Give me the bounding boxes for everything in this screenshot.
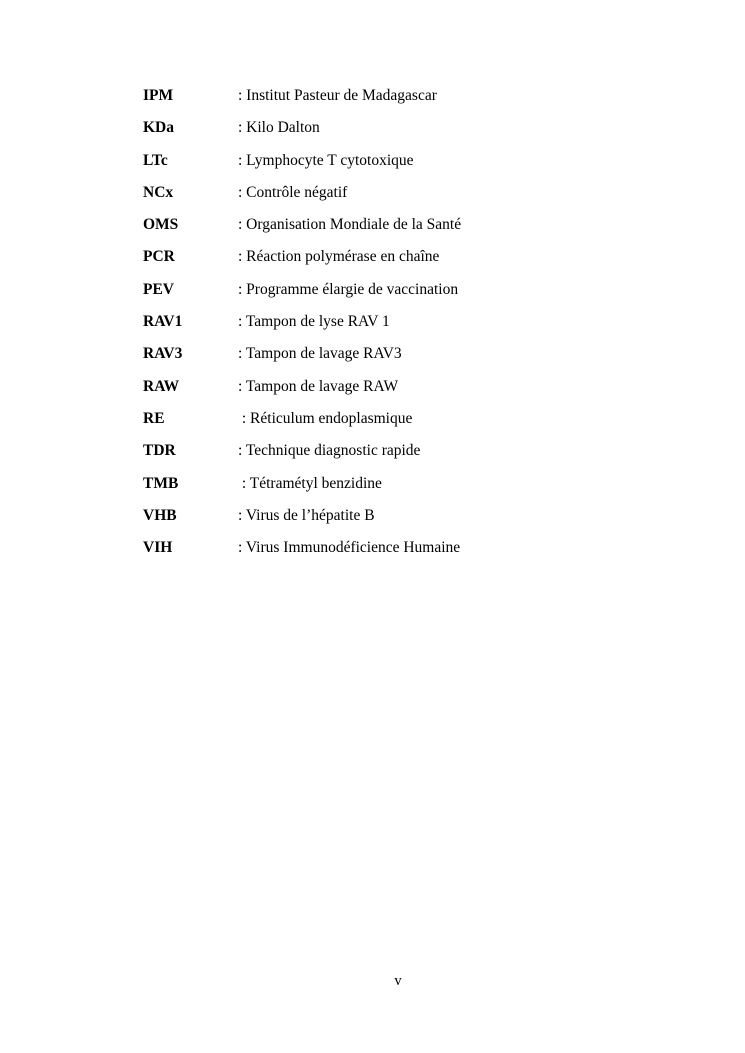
abbreviation-row xyxy=(143,118,653,150)
abbreviation-definition: : Virus Immunodéficience Humaine xyxy=(238,539,461,557)
abbreviation-row xyxy=(143,441,653,473)
abbreviation-term: RAW xyxy=(143,377,180,395)
abbreviation-definition: : Technique diagnostic rapide xyxy=(238,442,421,460)
abbreviation-definition: : Kilo Dalton xyxy=(238,119,320,137)
abbreviation-definition: : Institut Pasteur de Madagascar xyxy=(238,87,437,104)
abbreviation-row xyxy=(143,312,653,344)
abbreviation-definition: : Organisation Mondiale de la Santé xyxy=(238,216,462,234)
abbreviation-term: RAV1 xyxy=(143,313,183,331)
abbreviation-definition: : Tétramétyl benzidine xyxy=(238,474,382,492)
abbreviation-row xyxy=(143,506,653,538)
abbreviation-row xyxy=(143,538,653,570)
abbreviation-term: RAV3 xyxy=(143,345,183,363)
abbreviation-definition: : Tampon de lyse RAV 1 xyxy=(238,313,390,331)
abbreviation-term: TDR xyxy=(143,442,176,460)
abbreviation-term: IPM xyxy=(143,87,174,104)
abbreviation-row xyxy=(143,280,653,312)
abbreviation-term: TMB xyxy=(143,474,179,492)
abbreviation-definition: : Réaction polymérase en chaîne xyxy=(238,248,440,266)
abbreviation-term: VHB xyxy=(143,506,177,524)
abbreviation-definition: : Lymphocyte T cytotoxique xyxy=(238,151,414,169)
abbreviation-term: LTc xyxy=(143,151,168,169)
abbreviation-term: OMS xyxy=(143,216,179,234)
abbreviation-definition: : Tampon de lavage RAV3 xyxy=(238,345,402,363)
abbreviation-definition: : Réticulum endoplasmique xyxy=(238,409,413,427)
abbreviation-row xyxy=(143,247,653,279)
abbreviation-term: PEV xyxy=(143,280,174,298)
abbreviation-definition: : Virus de l’hépatite B xyxy=(238,506,375,524)
abbreviation-term: KDa xyxy=(143,119,174,137)
abbreviation-row xyxy=(143,344,653,376)
abbreviation-term: PCR xyxy=(143,248,175,266)
abbreviation-term: RE xyxy=(143,409,165,427)
abbreviation-row xyxy=(143,377,653,409)
abbreviation-row xyxy=(143,409,653,441)
abbreviation-term: VIH xyxy=(143,539,173,557)
abbreviation-row xyxy=(143,86,653,118)
abbreviation-row xyxy=(143,151,653,183)
abbreviation-definition: : Contrôle négatif xyxy=(238,183,348,201)
abbreviation-definition: : Tampon de lavage RAW xyxy=(238,377,399,395)
abbreviation-row xyxy=(143,474,653,506)
abbreviation-list xyxy=(143,86,653,570)
abbreviation-row xyxy=(143,183,653,215)
page-number: v xyxy=(394,973,402,989)
abbreviation-row xyxy=(143,215,653,247)
abbreviation-definition: : Programme élargie de vaccination xyxy=(238,280,459,298)
abbreviation-term: NCx xyxy=(143,183,174,201)
